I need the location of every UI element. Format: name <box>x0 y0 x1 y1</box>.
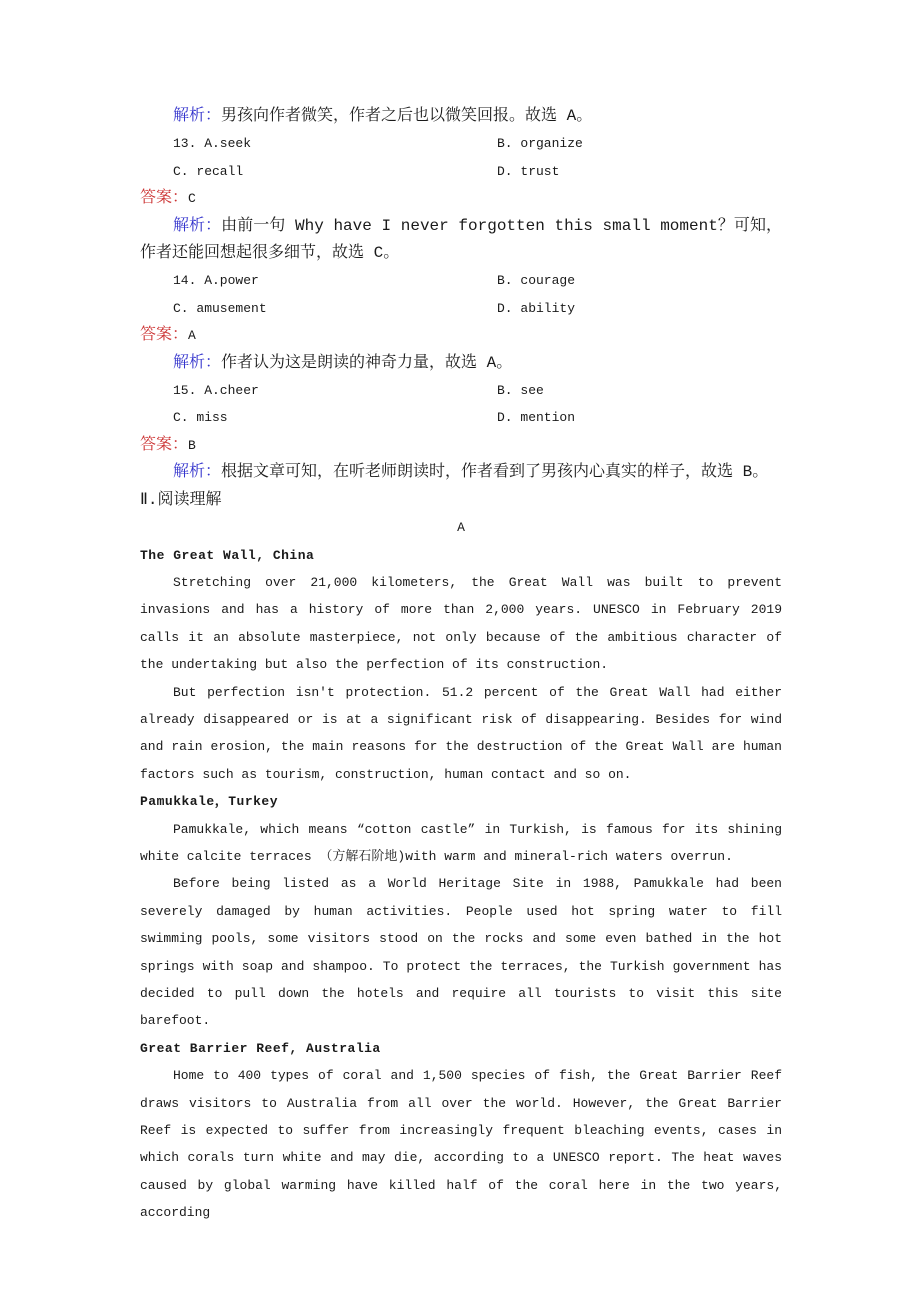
option-14-c: C. amusement <box>173 300 267 316</box>
analysis-line-14 <box>140 350 782 377</box>
paragraph-great-wall-1: Stretching over 21,000 kilometers, the Great Wall was built to prevent invasions and has a history of more than 2,000 years. UNESCO in February 2019 calls it an absolute masterpiece, not only because of the ambitious character of the undertaking but also the perfection of its construction. <box>140 574 782 673</box>
heading-pamukkale: Pamukkale，Turkey <box>140 794 279 810</box>
option-13-b: B. organize <box>497 136 583 152</box>
analysis-text-15: 根据文章可知，在听老师朗读时，作者看到了男孩内心真实的样子，故选 B。 <box>221 463 769 482</box>
analysis-line-13 <box>140 213 782 268</box>
option-13-d: D. trust <box>497 163 560 179</box>
options-row-13-ab <box>140 130 782 157</box>
paragraph-pamukkale-1: Pamukkale, which means “cotton castle” in Turkish, is famous for its shining white calcite terraces （方解石阶地)with warm and mineral-rich waters overrun. <box>140 821 782 864</box>
analysis-line-q12 <box>140 103 782 130</box>
option-14-d: D. ability <box>497 300 576 316</box>
analysis-label: 解析： <box>173 107 222 125</box>
analysis-label: 解析： <box>173 353 222 372</box>
answer-label: 答案： <box>140 189 189 208</box>
answer-value-15: B <box>188 437 196 453</box>
option-15-d: D. mention <box>497 410 576 426</box>
analysis-label: 解析： <box>173 463 222 482</box>
option-13-c: C. recall <box>173 163 244 179</box>
section-title-reading: Ⅱ.阅读理解 <box>140 490 222 509</box>
answer-value-13: C <box>188 191 196 207</box>
heading-great-barrier-reef: Great Barrier Reef, Australia <box>140 1040 381 1056</box>
option-15-c: C. miss <box>173 410 228 426</box>
options-row-14-cd <box>140 295 782 322</box>
answer-line-15 <box>140 432 782 459</box>
heading-great-wall: The Great Wall, China <box>140 547 315 563</box>
answer-value-14: A <box>188 328 196 344</box>
paragraph-great-barrier-reef-1: Home to 400 types of coral and 1,500 species of fish, the Great Barrier Reef draws visitors to Australia from all over the world. However, the Great Barrier Reef is expected to suffer from increasingly frequent bleaching events, cases in which corals turn white and may die, according to a UNESCO report. The heat waves caused by global warming have killed half of the coral here in the two years, according <box>140 1068 782 1221</box>
answer-line-13 <box>140 185 782 212</box>
paragraph-pamukkale-2: Before being listed as a World Heritage Site in 1988, Pamukkale had been severely damaged by human activities. People used hot spring water to fill swimming pools, some visitors stood on the rocks and some even bathed in the hot springs with soap and shampoo. To protect the terraces, the Turkish government has decided to pull down the hotels and require all tourists to visit this site barefoot. <box>140 876 782 1029</box>
answer-label: 答案： <box>140 435 189 454</box>
answer-line-14 <box>140 322 782 349</box>
answer-label: 答案： <box>140 326 189 345</box>
options-row-15-ab <box>140 377 782 404</box>
option-14-a: 14. A.power <box>173 273 259 289</box>
option-15-b: B. see <box>497 383 544 399</box>
options-row-15-cd <box>140 404 782 431</box>
option-15-a: 15. A.cheer <box>173 383 259 399</box>
paragraph-great-wall-2: But perfection isn't protection. 51.2 percent of the Great Wall had either already disappeared or is at a significant risk of disappearing. Besides for wind and rain erosion, the main reasons for the destruction of the Great Wall are human factors such as tourism, construction, human contact and so on. <box>140 684 782 782</box>
analysis-text-13: 由前一句 Why have I never forgotten this small moment？可知，作者还能回想起很多细节，故选 C。 <box>140 216 782 263</box>
analysis-label: 解析： <box>173 216 222 235</box>
passage-label-a: A <box>457 520 465 536</box>
options-row-13-cd <box>140 158 782 185</box>
option-14-b: B. courage <box>497 273 576 289</box>
analysis-text-q12: 男孩向作者微笑，作者之后也以微笑回报。故选 A。 <box>221 107 593 125</box>
option-13-a: 13. A.seek <box>173 136 252 152</box>
options-row-14-ab <box>140 267 782 294</box>
analysis-text-14: 作者认为这是朗读的神奇力量，故选 A。 <box>221 353 513 372</box>
analysis-line-15 <box>140 459 782 486</box>
